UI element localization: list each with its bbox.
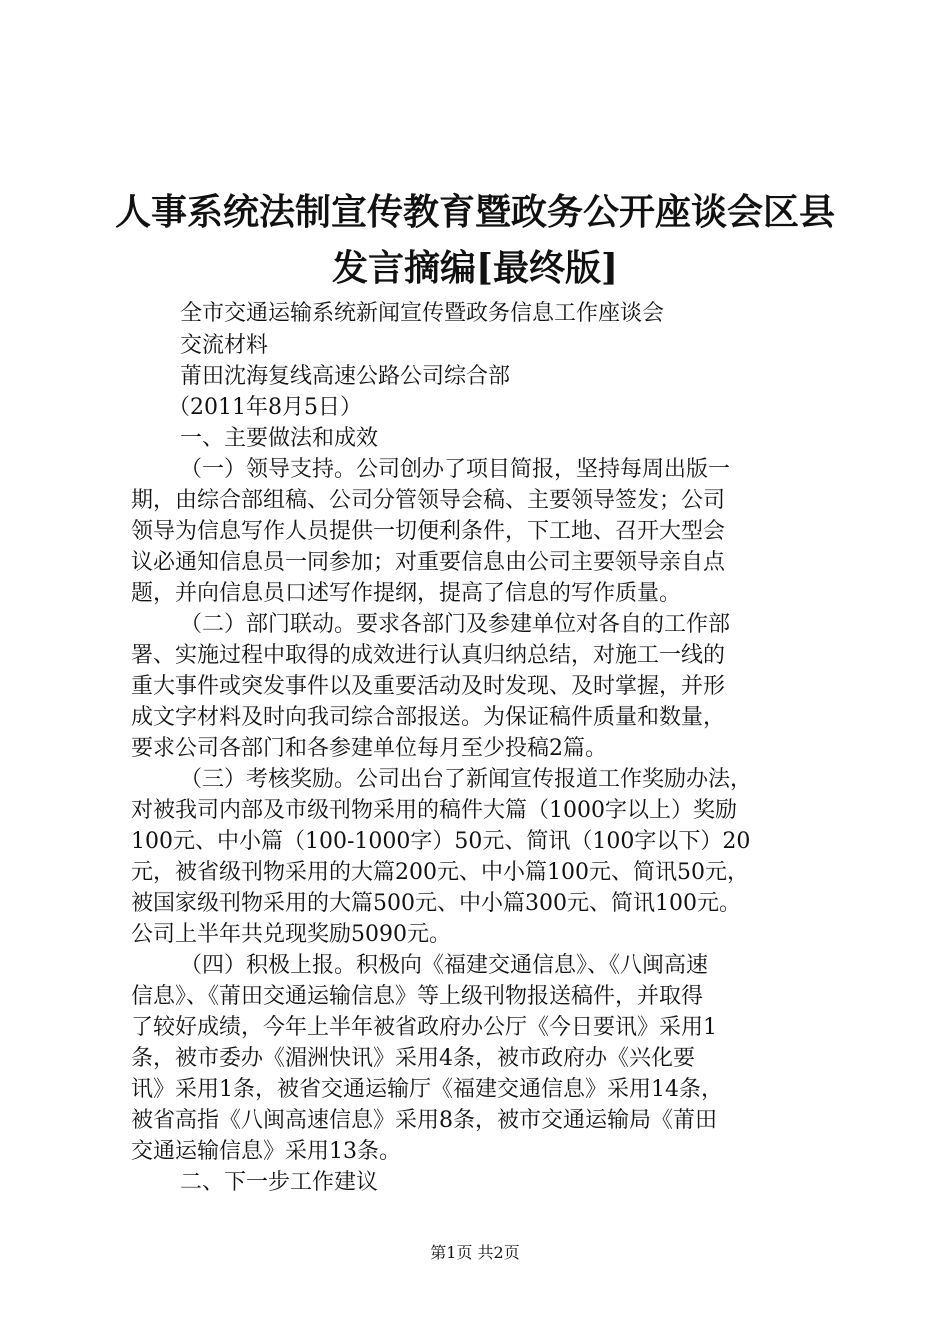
paragraph-line: 重大事件或突发事件以及重要活动及时发现、及时掌握，并形 (131, 674, 726, 699)
paragraph-line: 议必通知信息员一同参加；对重要信息由公司主要领导亲自点 (131, 550, 726, 575)
paragraph-line: （一）领导支持。公司创办了项目简报，坚持每周出版一 (180, 457, 731, 482)
subtitle-line: 交流材料 (180, 333, 269, 358)
paragraph-line: 成文字材料及时向我司综合部报送。为保证稿件质量和数量， (131, 705, 726, 730)
paragraph-line: 对被我司内部及市级刊物采用的稿件大篇（1000字以上）奖励 (131, 798, 737, 823)
date-line: （2011年8月5日） (168, 395, 362, 420)
paragraph-line: 题，并向信息员口述写作提纲，提高了信息的写作质量。 (131, 581, 682, 606)
paragraph-line: 元，被省级刊物采用的大篇200元、中小篇100元、简讯50元， (131, 860, 749, 885)
section-heading: 一、主要做法和成效 (180, 426, 379, 451)
paragraph-line: 署、实施过程中取得的成效进行认真归纳总结，对施工一线的 (131, 643, 726, 668)
paragraph-line: 要求公司各部门和各参建单位每月至少投稿2篇。 (131, 736, 607, 761)
paragraph-line: 了较好成绩，今年上半年被省政府办公厅《今日要讯》采用1 (131, 1015, 717, 1040)
paragraph-line: 领导为信息写作人员提供一切便利条件，下工地、召开大型会 (131, 519, 726, 544)
document-title-line-2: 发言摘编[最终版] (331, 247, 619, 289)
paragraph-line: 公司上半年共兑现奖励5090元。 (131, 922, 451, 947)
paragraph-line: 被国家级刊物采用的大篇500元、中小篇300元、简讯100元。 (131, 891, 741, 916)
page-footer: 第1页 共2页 (430, 1243, 520, 1262)
paragraph-line: 期，由综合部组稿、公司分管领导会稿、主要领导签发；公司 (131, 488, 726, 513)
subtitle-line: 全市交通运输系统新闻宣传暨政务信息工作座谈会 (180, 301, 665, 326)
paragraph-line: 被省高指《八闽高速信息》采用8条，被市交通运输局《莆田 (131, 1108, 717, 1133)
paragraph-line: 100元、中小篇（100-1000字）50元、简讯（100字以下）20 (131, 829, 751, 854)
paragraph-line: （二）部门联动。要求各部门及参建单位对各自的工作部 (180, 612, 731, 637)
paragraph-line: 讯》采用1条，被省交通运输厅《福建交通信息》采用14条， (131, 1077, 723, 1102)
paragraph-line: 信息》、《莆田交通运输信息》等上级刊物报送稿件，并取得 (131, 984, 704, 1009)
paragraph-line: 交通运输信息》采用13条。 (131, 1139, 401, 1164)
paragraph-line: 条，被市委办《湄洲快讯》采用4条，被市政府办《兴化要 (131, 1046, 695, 1071)
section-heading: 二、下一步工作建议 (180, 1170, 379, 1195)
author-line: 莆田沈海复线高速公路公司综合部 (180, 364, 511, 389)
paragraph-line: （三）考核奖励。公司出台了新闻宣传报道工作奖励办法， (180, 767, 753, 792)
paragraph-line: （四）积极上报。积极向《福建交通信息》、《八闽高速 (180, 953, 709, 978)
document-title-line-1: 人事系统法制宣传教育暨政务公开座谈会区县 (114, 191, 835, 233)
